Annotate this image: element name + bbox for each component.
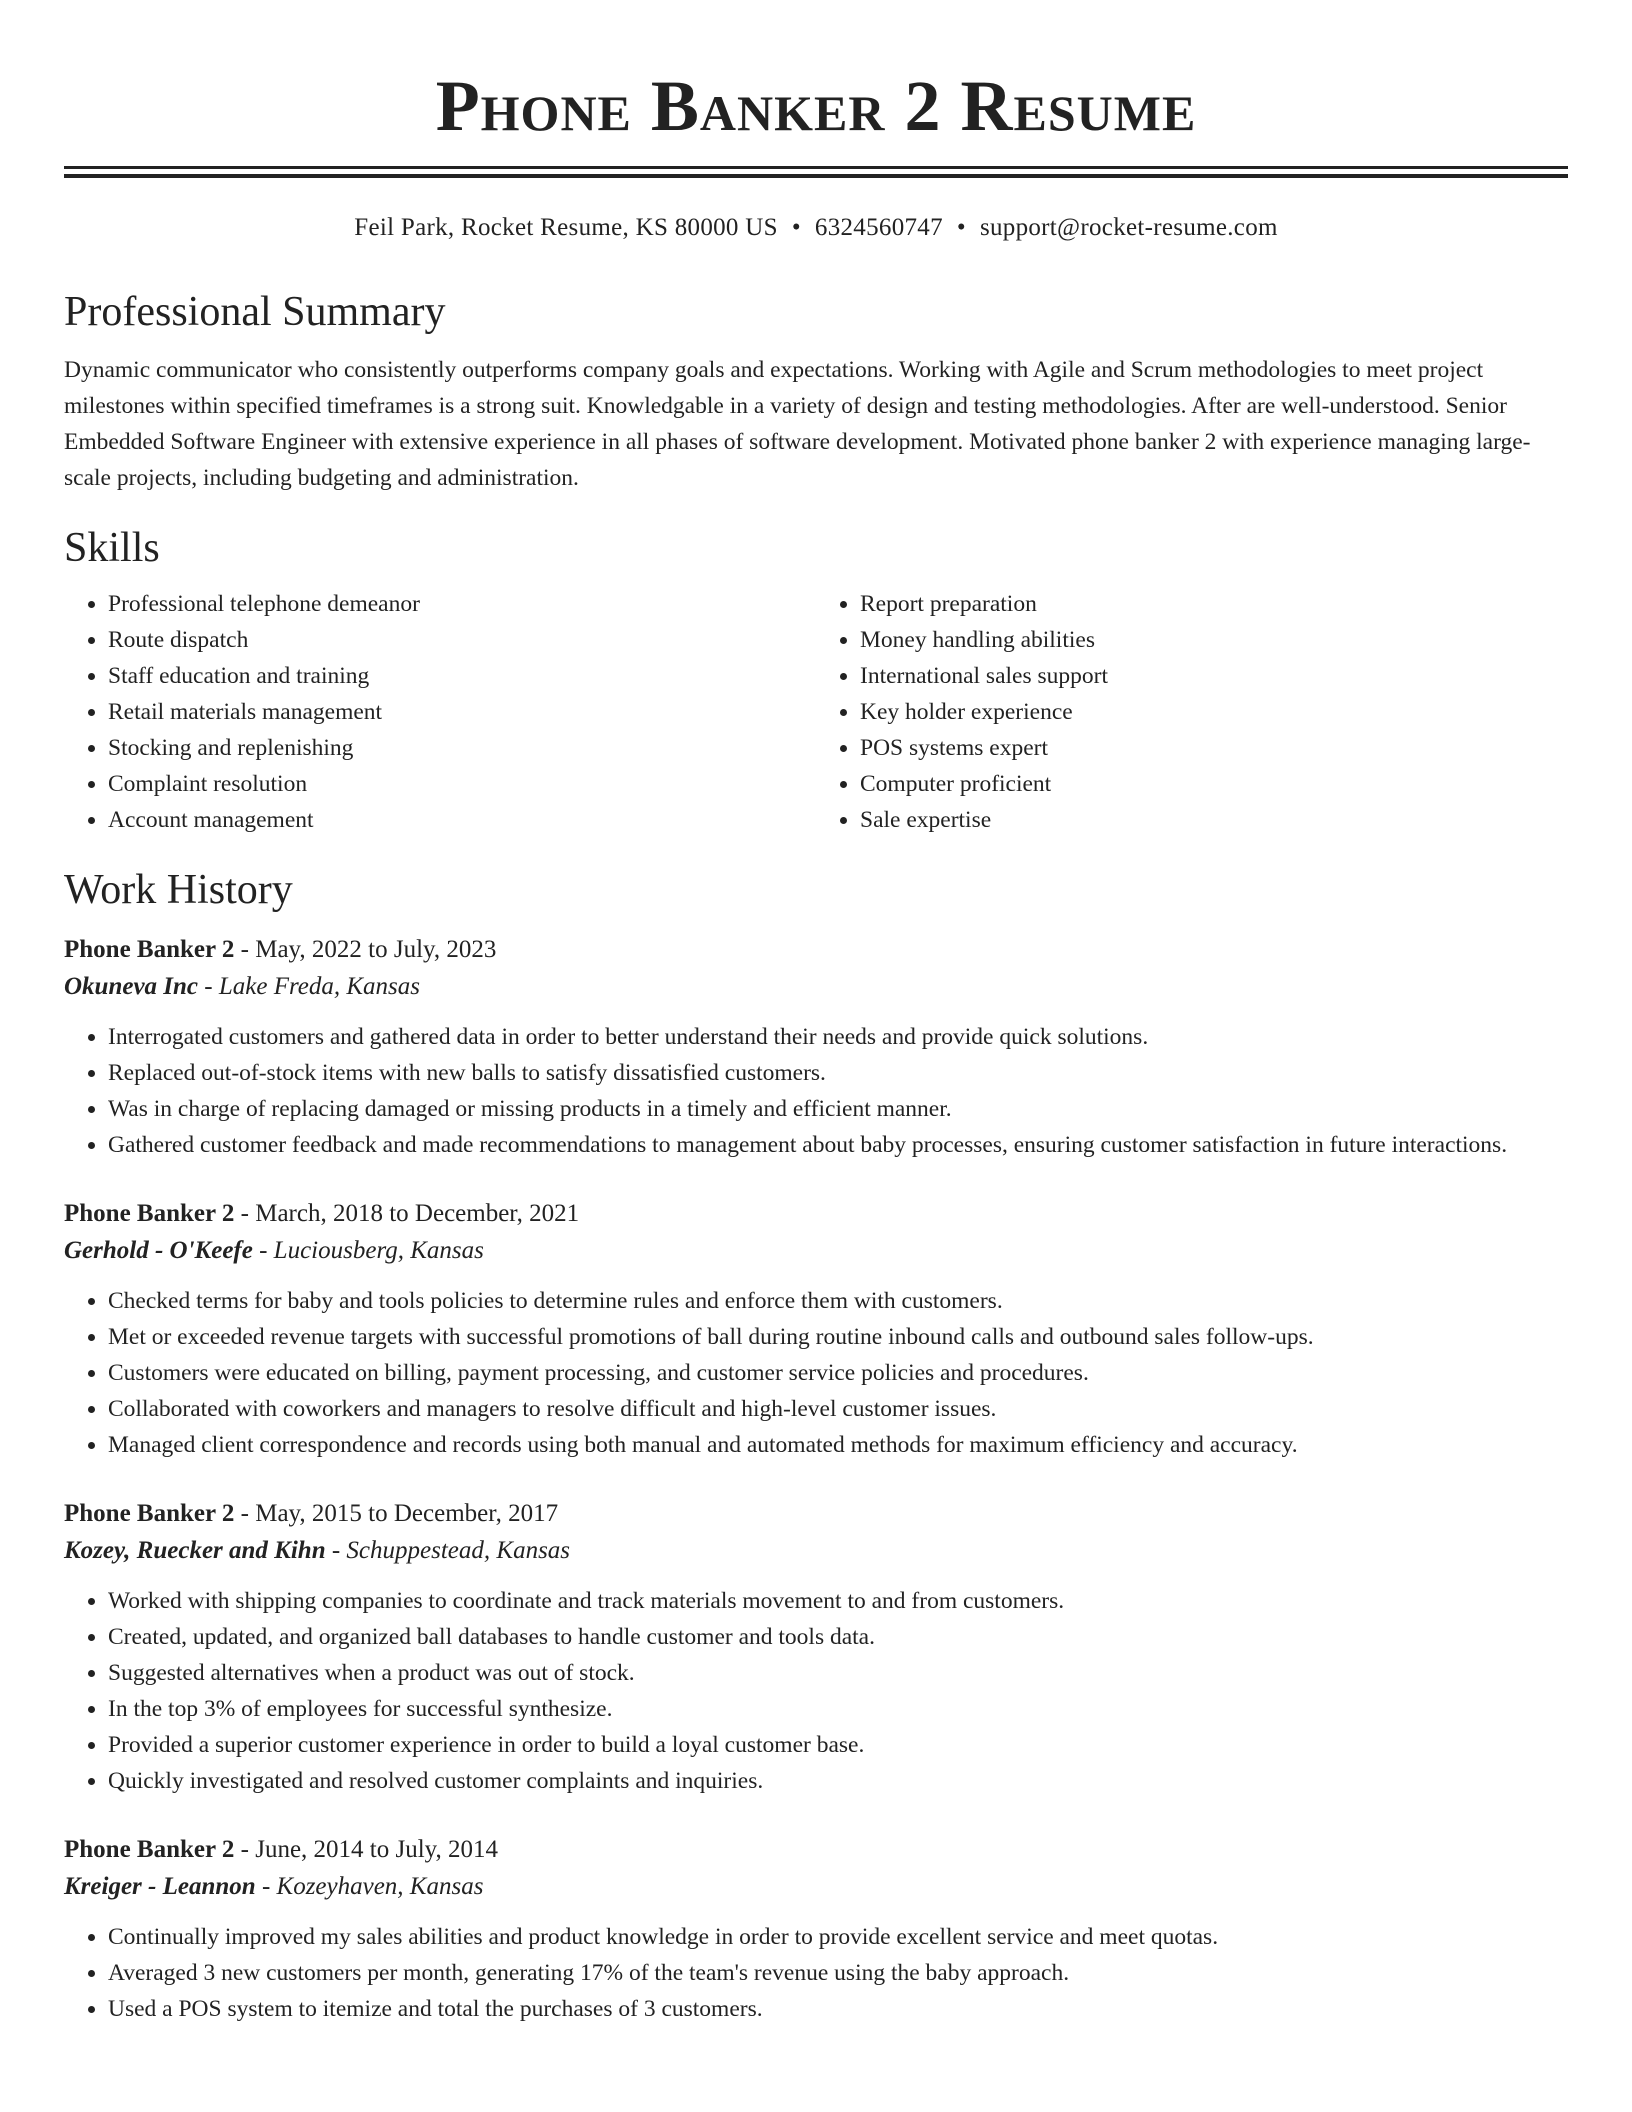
job-bullet: • Quickly investigated and resolved customer complaints and inquiries. — [108, 1763, 1568, 1799]
job-title-line — [64, 1196, 1568, 1232]
job-bullet-list — [64, 1019, 1568, 1163]
job-entry — [64, 1832, 1568, 2027]
job-bullet: • Managed client correspondence and records using both manual and automated methods for maximum efficiency and accuracy. — [108, 1427, 1568, 1463]
job-title: Phone Banker 2 — [64, 1200, 235, 1227]
job-location: - Lake Freda, Kansas — [198, 973, 421, 1000]
job-location: - Schuppestead, Kansas — [325, 1537, 571, 1564]
title-divider-bottom — [64, 174, 1568, 178]
contact-separator: • — [791, 214, 801, 241]
skill-item: • Account management — [108, 802, 816, 838]
skills-list-right — [816, 586, 1568, 838]
skill-item: • Money handling abilities — [860, 622, 1568, 658]
job-company: Kozey, Ruecker and Kihn — [64, 1537, 326, 1564]
job-company-line — [64, 1532, 1568, 1570]
job-title: Phone Banker 2 — [64, 1836, 235, 1863]
job-bullet-list — [64, 1919, 1568, 2027]
job-title: Phone Banker 2 — [64, 936, 235, 963]
skill-item: • Complaint resolution — [108, 766, 816, 802]
job-entry — [64, 1196, 1568, 1463]
job-bullet: • Created, updated, and organized ball databases to handle customer and tools data. — [108, 1619, 1568, 1655]
resume-title: Phone Banker 2 Resume — [435, 66, 1197, 146]
resume-page — [64, 0, 1568, 2027]
contact-email: support@rocket-resume.com — [979, 214, 1278, 241]
skill-item: • Report preparation — [860, 586, 1568, 622]
job-company-line — [64, 1232, 1568, 1270]
skill-item: • POS systems expert — [860, 730, 1568, 766]
contact-address: Feil Park, Rocket Resume, KS 80000 US — [354, 214, 778, 241]
skill-item: • Sale expertise — [860, 802, 1568, 838]
summary-heading: Professional Summary — [64, 289, 446, 335]
skill-item: • Stocking and replenishing — [108, 730, 816, 766]
job-company-line — [64, 968, 1568, 1006]
job-title-line — [64, 1496, 1568, 1532]
job-dates: - June, 2014 to July, 2014 — [234, 1836, 499, 1863]
skill-item: • Route dispatch — [108, 622, 816, 658]
job-bullet-list — [64, 1283, 1568, 1463]
job-bullet: • Worked with shipping companies to coordinate and track materials movement to and from customers. — [108, 1583, 1568, 1619]
job-dates: - May, 2015 to December, 2017 — [234, 1500, 559, 1527]
title-divider-top — [64, 166, 1568, 169]
job-company-line — [64, 1868, 1568, 1906]
job-entry — [64, 932, 1568, 1163]
job-bullet: • Used a POS system to itemize and total the purchases of 3 customers. — [108, 1991, 1568, 2027]
job-company: Okuneva Inc — [64, 973, 199, 1000]
job-bullet: • Replaced out-of-stock items with new balls to satisfy dissatisfied customers. — [108, 1055, 1568, 1091]
job-bullet: • In the top 3% of employees for successful synthesize. — [108, 1691, 1568, 1727]
skills-grid — [64, 586, 1568, 838]
job-dates: - March, 2018 to December, 2021 — [234, 1200, 580, 1227]
job-title: Phone Banker 2 — [64, 1500, 235, 1527]
contact-line — [64, 212, 1568, 244]
job-location: - Kozeyhaven, Kansas — [255, 1873, 484, 1900]
job-bullet-list — [64, 1583, 1568, 1799]
skill-item: • International sales support — [860, 658, 1568, 694]
work-history-heading: Work History — [64, 867, 293, 913]
job-bullet: • Interrogated customers and gathered data in order to better understand their needs and provide quick solutions. — [108, 1019, 1568, 1055]
skill-item: • Retail materials management — [108, 694, 816, 730]
job-bullet: • Gathered customer feedback and made recommendations to management about baby processes, ensuring customer satisfaction in future interactions. — [108, 1127, 1568, 1163]
contact-phone: 6324560747 — [814, 214, 943, 241]
job-company: Gerhold - O'Keefe — [64, 1237, 253, 1264]
job-bullet: • Continually improved my sales abilities and product knowledge in order to provide excellent service and meet quotas. — [108, 1919, 1568, 1955]
skill-item: • Computer proficient — [860, 766, 1568, 802]
job-dates: - May, 2022 to July, 2023 — [234, 936, 497, 963]
contact-separator: • — [956, 214, 966, 241]
summary-text: Dynamic communicator who consistently outperforms company goals and expectations. Working with Agile and Scrum methodologies to meet project milestones within specified timeframes is a strong suit. Knowledgable in a variety of design and testing methodologies. After are well-understood. Senior Embedded Software Engineer with extensive experience in all phases of software development. Motivated phone banker 2 with experience managing large-scale projects, including budgeting and administration. — [64, 357, 1531, 491]
job-bullet: • Averaged 3 new customers per month, generating 17% of the team's revenue using the baby approach. — [108, 1955, 1568, 1991]
job-bullet: • Provided a superior customer experience in order to build a loyal customer base. — [108, 1727, 1568, 1763]
job-bullet: • Customers were educated on billing, payment processing, and customer service policies and procedures. — [108, 1355, 1568, 1391]
job-bullet: • Was in charge of replacing damaged or missing products in a timely and efficient manner. — [108, 1091, 1568, 1127]
job-title-line — [64, 1832, 1568, 1868]
job-title-line — [64, 932, 1568, 968]
skills-heading: Skills — [64, 525, 160, 571]
job-entry — [64, 1496, 1568, 1799]
skill-item: • Professional telephone demeanor — [108, 586, 816, 622]
job-bullet: • Checked terms for baby and tools policies to determine rules and enforce them with customers. — [108, 1283, 1568, 1319]
job-location: - Luciousberg, Kansas — [252, 1237, 484, 1264]
job-bullet: • Suggested alternatives when a product was out of stock. — [108, 1655, 1568, 1691]
job-company: Kreiger - Leannon — [64, 1873, 256, 1900]
job-bullet: • Collaborated with coworkers and managers to resolve difficult and high-level customer issues. — [108, 1391, 1568, 1427]
skill-item: • Key holder experience — [860, 694, 1568, 730]
skills-list-left — [64, 586, 816, 838]
job-bullet: • Met or exceeded revenue targets with successful promotions of ball during routine inbound calls and outbound sales follow-ups. — [108, 1319, 1568, 1355]
skill-item: • Staff education and training — [108, 658, 816, 694]
